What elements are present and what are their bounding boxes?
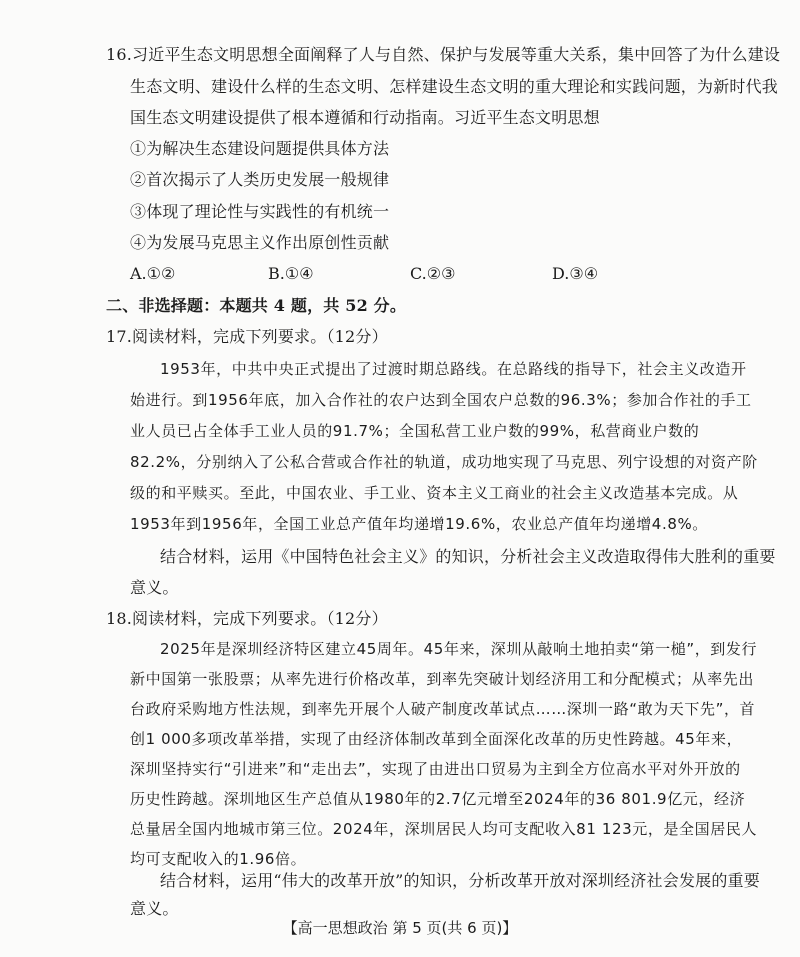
q17-material-line: 82.2%，分别纳入了公私合营或合作社的轨道，成功地实现了马克思、列宁设想的对资产阶 [130,453,758,471]
section-heading: 二、非选择题：本题共 4 题，共 52 分。 [106,296,407,315]
page-footer: 【高一思想政治 第 5 页(共 6 页)】 [282,919,518,937]
q16-statement: ①为解决生态建设问题提供具体方法 [130,139,390,158]
q18-material-line: 深圳坚持实行“引进来”和“走出去”，实现了由进出口贸易为主到全方位高水平对外开放的 [130,760,741,778]
q18-material-line: 新中国第一张股票；从率先进行价格改革，到率先突破计划经济用工和分配模式；从率先出 [130,670,755,688]
q18-material-line: 历史性跨越。深圳地区生产总值从1980年的2.7亿元增至2024年的36 801.9亿元，经济 [130,790,746,808]
q17-material-line: 1953年到1956年，全国工业总产值年均递增19.6%，农业总产值年均递增4.8%。 [130,515,708,533]
q17-material-line: 1953年，中共中央正式提出了过渡时期总路线。在总路线的指导下，社会主义改造开 [160,360,747,378]
q16-statement: ②首次揭示了人类历史发展一般规律 [130,170,390,189]
q17-task-line: 意义。 [130,578,179,597]
q18-task-line: 意义。 [130,899,179,918]
q18-material-line: 创1 000多项改革举措，实现了由经济体制改革到全面深化改革的历史性跨越。45年来， [130,730,743,748]
q16-stem-line: 国生态文明建设提供了根本遵循和行动指南。习近平生态文明思想 [130,108,600,127]
q18-material-line: 均可支配收入的1.96倍。 [130,850,307,868]
q18-task-line: 结合材料，运用“伟大的改革开放”的知识，分析改革开放对深圳经济社会发展的重要 [160,871,760,890]
q17-material-line: 业人员已占全体手工业人员的91.7%；全国私营工业户数的99%，私营商业户数的 [130,422,700,440]
q17-material-line: 级的和平赎买。至此，中国农业、手工业、资本主义工商业的社会主义改造基本完成。从 [130,484,739,502]
q16-stem-line: 生态文明、建设什么样的生态文明、怎样建设生态文明的重大理论和实践问题，为新时代我 [130,77,779,96]
q18-material-line: 2025年是深圳经济特区建立45周年。45年来，深圳从敲响土地拍卖“第一槌”，到发行 [160,640,758,658]
q18-material-line: 台政府采购地方性法规，到率先开展个人破产制度改革试点……深圳一路“敢为天下先”，首 [130,700,756,718]
q16-option-a: A.①② [130,264,176,283]
q16-option-c: C.②③ [410,264,456,283]
q16-option-d: D.③④ [552,264,599,283]
q16-statement: ④为发展马克思主义作出原创性贡献 [130,233,390,252]
q18-title: 18.阅读材料，完成下列要求。（12分） [106,609,388,628]
q17-title: 17.阅读材料，完成下列要求。（12分） [106,327,388,346]
q18-material-line: 总量居全国内地城市第三位。2024年，深圳居民人均可支配收入81 123元，是全国居民人 [130,820,758,838]
q16-statement: ③体现了理论性与实践性的有机统一 [130,202,390,221]
q17-material-line: 始进行。到1956年底，加入合作社的农户达到全国农户总数的96.3%；参加合作社的手工 [130,391,752,409]
q16-option-b: B.①④ [268,264,314,283]
q17-task-line: 结合材料，运用《中国特色社会主义》的知识，分析社会主义改造取得伟大胜利的重要 [160,547,776,566]
q16-stem-line: 16.习近平生态文明思想全面阐释了人与自然、保护与发展等重大关系，集中回答了为什么建设 [106,45,781,64]
